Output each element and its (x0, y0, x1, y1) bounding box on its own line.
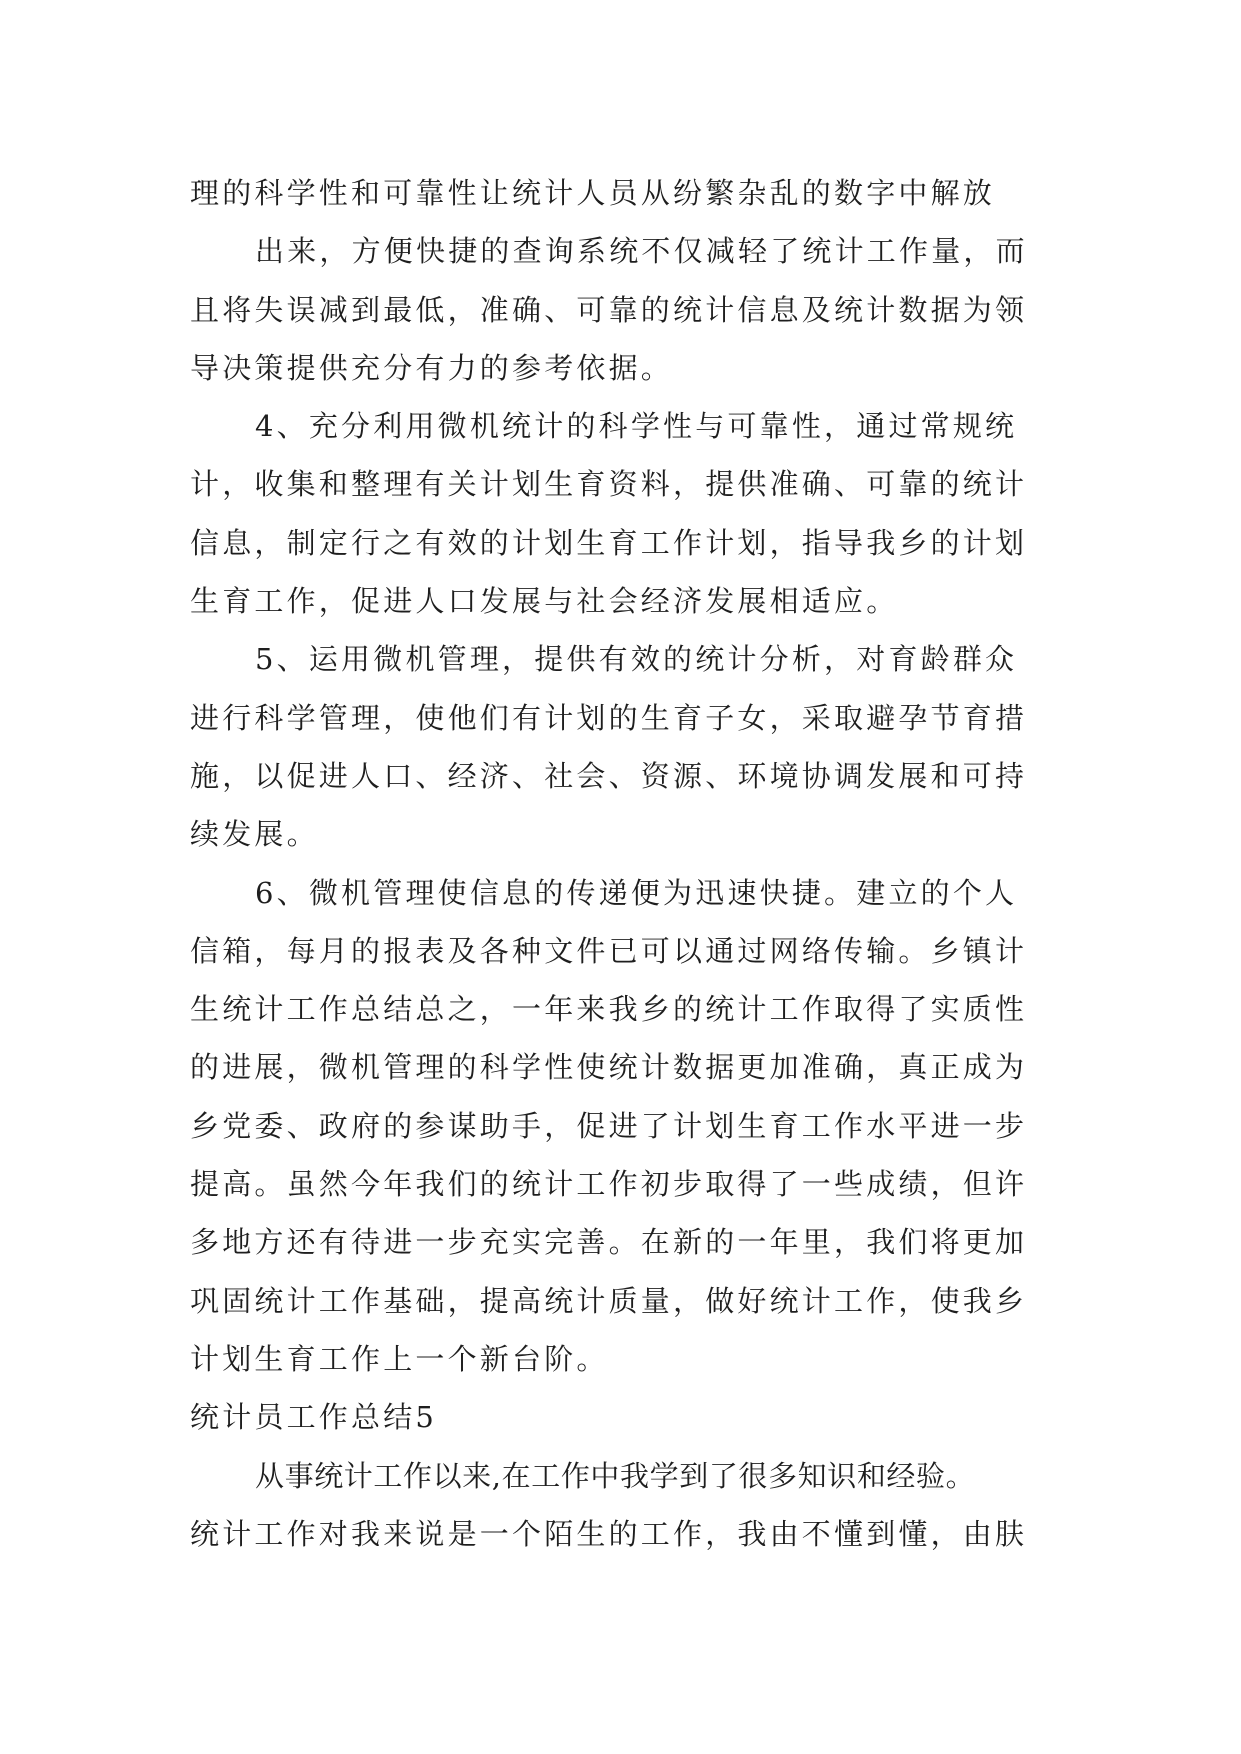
text-line: 4、充分利用微机统计的科学性与可靠性，通过常规统 (255, 409, 1018, 444)
text-line: 5、运用微机管理，提供有效的统计分析，对育龄群众 (255, 642, 1018, 677)
text-line: 统计工作对我来说是一个陌生的工作，我由不懂到懂，由肤 (190, 1516, 1028, 1551)
section-heading: 统计员工作总结5 (190, 1400, 438, 1435)
text-line: 巩固统计工作基础，提高统计质量，做好统计工作，使我乡 (190, 1283, 1028, 1318)
text-line: 提高。虽然今年我们的统计工作初步取得了一些成绩，但许 (190, 1167, 1028, 1202)
text-line: 施，以促进人口、经济、社会、资源、环境协调发展和可持 (190, 758, 1028, 793)
document-body (190, 164, 1060, 1563)
text-line: 理的科学性和可靠性让统计人员从纷繁杂乱的数字中解放 (190, 176, 996, 210)
text-line: 从事统计工作以来,在工作中我学到了很多知识和经验。 (255, 1458, 976, 1493)
text-line: 信箱，每月的报表及各种文件已可以通过网络传输。乡镇计 (190, 933, 1028, 968)
text-line: 计划生育工作上一个新台阶。 (190, 1341, 609, 1376)
text-line: 续发展。 (190, 817, 319, 852)
text-line: 进行科学管理，使他们有计划的生育子女，采取避孕节育措 (190, 700, 1028, 735)
text-line: 多地方还有待进一步充实完善。在新的一年里，我们将更加 (190, 1225, 1028, 1260)
text-line: 出来，方便快捷的查询系统不仅减轻了统计工作量，而 (255, 234, 1028, 269)
text-line: 且将失误减到最低，准确、可靠的统计信息及统计数据为领 (190, 292, 1028, 327)
text-line: 生育工作，促进人口发展与社会经济发展相适应。 (190, 584, 899, 619)
text-line: 6、微机管理使信息的传递便为迅速快捷。建立的个人 (255, 875, 1018, 910)
text-line: 的进展，微机管理的科学性使统计数据更加准确，真正成为 (190, 1050, 1028, 1085)
text-line: 乡党委、政府的参谋助手，促进了计划生育工作水平进一步 (190, 1108, 1028, 1143)
text-line: 生统计工作总结总之，一年来我乡的统计工作取得了实质性 (190, 992, 1028, 1027)
text-line: 导决策提供充分有力的参考依据。 (190, 350, 674, 385)
text-line: 信息，制定行之有效的计划生育工作计划，指导我乡的计划 (190, 525, 1028, 560)
text-line: 计，收集和整理有关计划生育资料，提供准确、可靠的统计 (190, 467, 1028, 502)
